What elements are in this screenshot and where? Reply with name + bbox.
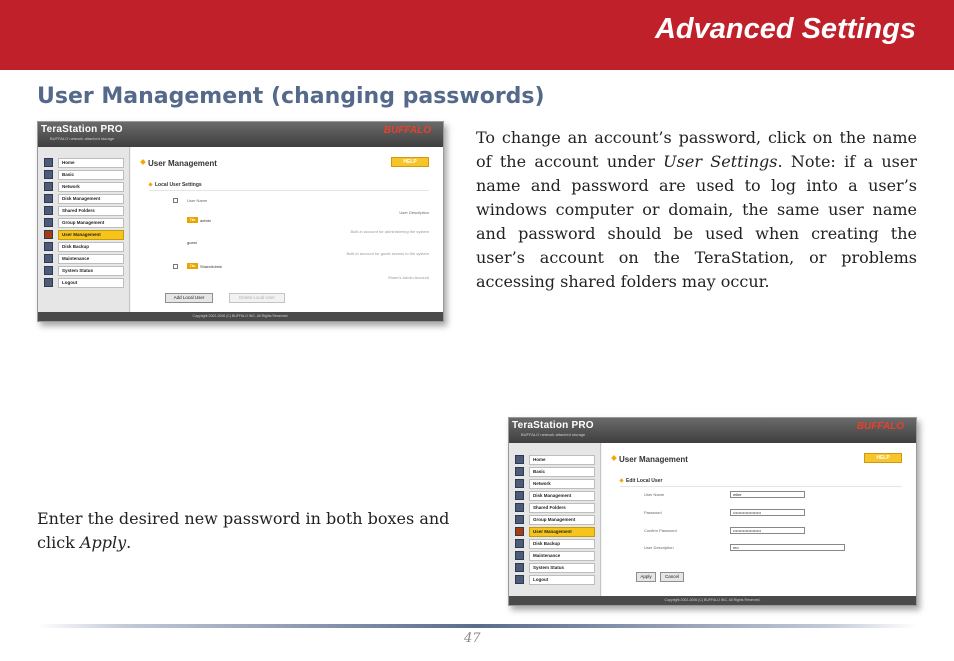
screenshot-edit-user <box>508 417 917 606</box>
nav-item-home[interactable] <box>515 455 595 465</box>
nav-label: Basic <box>529 467 595 477</box>
bullet-icon <box>148 182 152 186</box>
nav-label: Maintenance <box>58 254 124 264</box>
section-title: User Management (changing passwords) <box>37 84 545 109</box>
select-all-checkbox[interactable] <box>173 198 178 203</box>
bullet-icon <box>619 478 623 482</box>
user-icon <box>44 230 53 239</box>
terastation-sidebar <box>38 147 130 312</box>
nav-item-maintenance[interactable] <box>515 551 595 561</box>
paragraph-text: To change an account’s password, click on the name of the account under <box>476 128 917 171</box>
home-icon <box>44 158 53 167</box>
backup-icon <box>515 539 524 548</box>
nav-item-logout[interactable] <box>44 278 124 288</box>
column-header-user-name: User Name <box>187 198 208 203</box>
basic-icon <box>44 170 53 179</box>
nav-label: Disk Management <box>529 491 595 501</box>
group-icon <box>515 515 524 524</box>
nav-item-group-management[interactable] <box>515 515 595 525</box>
nav-label: Home <box>529 455 595 465</box>
nav-label: Shared Folders <box>58 206 124 216</box>
terastation-footer <box>38 312 443 321</box>
password-input[interactable]: •••••••••••••••••••• <box>730 509 805 516</box>
nav-label: Basic <box>58 170 124 180</box>
terastation-tagline: BUFFALO network attached storage <box>521 432 586 437</box>
paragraph-emphasis: Apply <box>79 533 127 552</box>
nav-item-maintenance[interactable] <box>44 254 124 264</box>
status-icon <box>44 266 53 275</box>
terastation-sidebar <box>509 443 601 596</box>
logout-icon <box>44 278 53 287</box>
network-icon <box>515 479 524 488</box>
user-description: Built-in account for guest access to the system <box>346 251 429 256</box>
copyright: Copyright 2002-2006 (C) BUFFALO INC. All Rights Reserved. <box>664 598 761 602</box>
nav-label: User Management <box>529 527 595 537</box>
header-banner <box>0 0 954 70</box>
nav-label: Disk Backup <box>529 539 595 549</box>
user-name-input[interactable]: mike <box>730 491 805 498</box>
user-tag-icon: 7to <box>187 217 198 223</box>
user-link-shareadmin[interactable]: ShareAdmin <box>200 264 223 269</box>
maintenance-icon <box>44 254 53 263</box>
nav-item-user-management[interactable] <box>515 527 595 537</box>
user-link-guest[interactable]: guest <box>187 240 197 245</box>
chapter-title: Advanced Settings <box>654 13 916 45</box>
delete-local-user-button[interactable]: Delete Local User <box>229 293 285 303</box>
nav-item-system-status[interactable] <box>44 266 124 276</box>
maintenance-icon <box>515 551 524 560</box>
instruction-paragraph <box>476 126 917 294</box>
user-icon <box>515 527 524 536</box>
status-icon <box>515 563 524 572</box>
confirm-password-input[interactable]: •••••••••••••••••••• <box>730 527 805 534</box>
buffalo-logo: BUFFALO <box>856 421 904 432</box>
apply-button[interactable]: Apply <box>636 572 656 582</box>
nav-label: System Status <box>529 563 595 573</box>
terastation-tagline: BUFFALO network attached storage <box>50 136 115 141</box>
help-button[interactable]: HELP <box>864 453 902 463</box>
page-title: User Management <box>148 159 217 168</box>
terastation-footer <box>509 596 916 605</box>
page-number: 47 <box>464 631 481 646</box>
nav-item-basic[interactable] <box>515 467 595 477</box>
nav-label: Maintenance <box>529 551 595 561</box>
folder-icon <box>44 206 53 215</box>
buffalo-logo: BUFFALO <box>383 125 431 136</box>
nav-label: Group Management <box>58 218 124 228</box>
terastation-header <box>509 418 916 443</box>
nav-item-disk-backup[interactable] <box>515 539 595 549</box>
nav-item-disk-backup[interactable] <box>44 242 124 252</box>
network-icon <box>44 182 53 191</box>
nav-item-disk-management[interactable] <box>44 194 124 204</box>
terastation-logo: TeraStation PRO <box>512 420 594 431</box>
user-description-input[interactable]: mo <box>730 544 845 551</box>
field-label-user-name: User Name <box>644 492 665 497</box>
nav-item-disk-management[interactable] <box>515 491 595 501</box>
nav-item-user-management[interactable] <box>44 230 124 240</box>
nav-label: Group Management <box>529 515 595 525</box>
home-icon <box>515 455 524 464</box>
help-button[interactable]: HELP <box>391 157 429 167</box>
nav-item-shared-folders[interactable] <box>44 206 124 216</box>
paragraph-text: . Note: if a user name and password are used to log into a user’s windows computer or domain, the same user name and password should be used when creating the user’s account on the TeraStation, or problems accessing shared folders may occur. <box>476 152 918 291</box>
nav-item-group-management[interactable] <box>44 218 124 228</box>
column-header-description: User Description <box>399 210 429 215</box>
nav-item-system-status[interactable] <box>515 563 595 573</box>
nav-item-shared-folders[interactable] <box>515 503 595 513</box>
nav-label: Logout <box>58 278 124 288</box>
section-subtitle: Local User Settings <box>155 182 202 188</box>
nav-item-home[interactable] <box>44 158 124 168</box>
nav-label: Disk Backup <box>58 242 124 252</box>
logout-icon <box>515 575 524 584</box>
terastation-logo: TeraStation PRO <box>41 124 123 135</box>
terastation-main <box>131 147 443 312</box>
folder-icon <box>515 503 524 512</box>
user-tag-icon: 7to <box>187 263 198 269</box>
field-label-user-description: User Description <box>644 545 674 550</box>
paragraph-text: . <box>126 533 132 552</box>
add-local-user-button[interactable]: Add Local User <box>165 293 213 303</box>
terastation-main <box>602 443 916 596</box>
copyright: Copyright 2002-2006 (C) BUFFALO INC. All Rights Reserved. <box>192 314 289 318</box>
user-description: Share's Admin Account <box>387 275 429 280</box>
nav-label: Logout <box>529 575 595 585</box>
group-icon <box>44 218 53 227</box>
user-description: Built-in account for administering the system <box>350 229 429 234</box>
nav-item-basic[interactable] <box>44 170 124 180</box>
nav-label: Network <box>529 479 595 489</box>
section-subtitle: Edit Local User <box>626 478 663 484</box>
user-checkbox[interactable] <box>173 264 178 269</box>
field-label-password: Password <box>644 510 662 515</box>
basic-icon <box>515 467 524 476</box>
paragraph-text: Enter the desired new password in both boxes and click <box>37 509 450 552</box>
cancel-button[interactable]: Cancel <box>660 572 684 582</box>
nav-item-network[interactable] <box>44 182 124 192</box>
terastation-header <box>38 122 443 147</box>
disk-icon <box>515 491 524 500</box>
footer-rule <box>37 624 917 628</box>
bullet-icon <box>140 159 146 165</box>
nav-label: Shared Folders <box>529 503 595 513</box>
field-label-confirm-password: Confirm Password <box>644 528 677 533</box>
nav-label: Disk Management <box>58 194 124 204</box>
nav-label: User Management <box>58 230 124 240</box>
user-link-admin[interactable]: admin <box>200 218 211 223</box>
nav-label: Home <box>58 158 124 168</box>
divider <box>620 486 902 487</box>
bullet-icon <box>611 455 617 461</box>
nav-item-logout[interactable] <box>515 575 595 585</box>
screenshot-user-list <box>37 121 444 322</box>
nav-item-network[interactable] <box>515 479 595 489</box>
paragraph-emphasis: User Settings <box>663 152 778 171</box>
disk-icon <box>44 194 53 203</box>
page-title: User Management <box>619 455 688 464</box>
nav-label: System Status <box>58 266 124 276</box>
nav-label: Network <box>58 182 124 192</box>
backup-icon <box>44 242 53 251</box>
instruction-paragraph <box>37 507 467 555</box>
divider <box>149 190 429 191</box>
